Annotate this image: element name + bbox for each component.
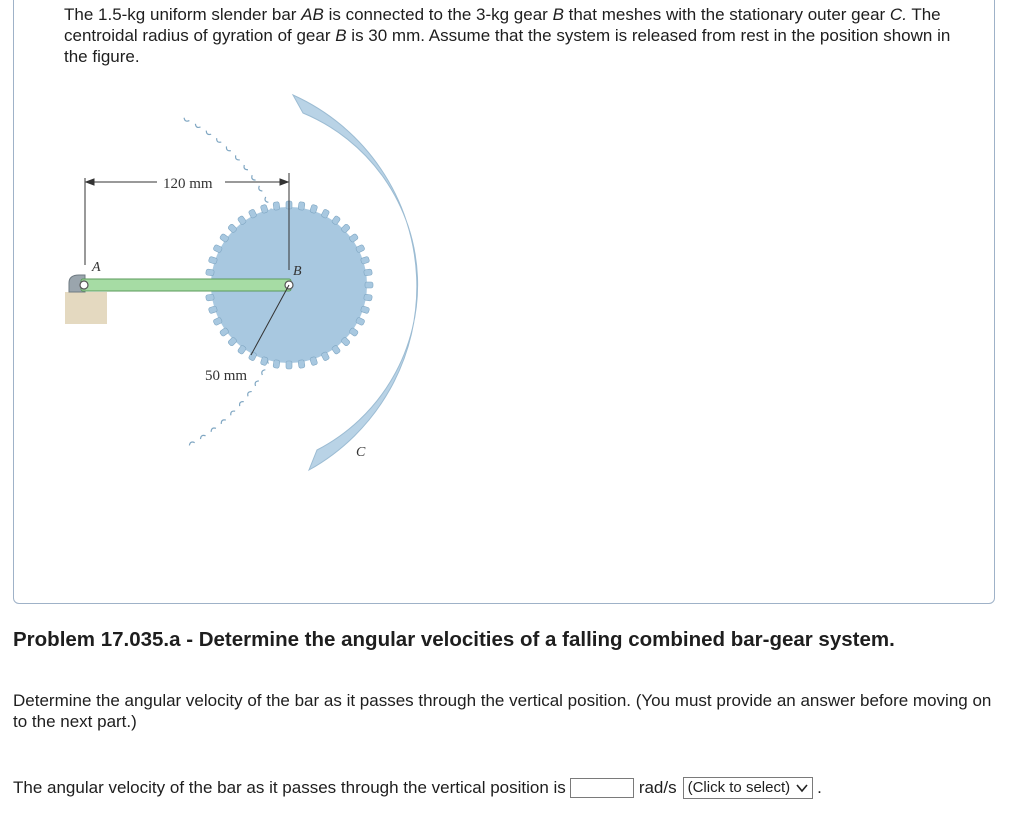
angular-velocity-input[interactable] — [570, 778, 634, 798]
ground-support — [65, 292, 107, 324]
period: . — [817, 778, 822, 797]
instruction-text: Determine the angular velocity of the bar as it passes through the vertical position. (You must provide an answer before moving on to the next part.) — [13, 691, 992, 731]
label-c: C — [356, 445, 366, 460]
select-label: (Click to select) — [687, 779, 791, 796]
problem-statement: The 1.5-kg uniform slender bar AB is connected to the 3-kg gear B that meshes with the stationary outer gear C. The centroidal radius of gyration of gear B is 30 mm. Assume that the system is released from rest in the position shown in the figure. — [64, 5, 951, 66]
unit-label: rad/s — [638, 778, 677, 797]
bar-ab — [81, 279, 291, 291]
answer-row — [13, 776, 822, 800]
label-a: A — [92, 260, 101, 275]
direction-select[interactable] — [683, 777, 814, 799]
chevron-down-icon — [796, 783, 808, 793]
label-b: B — [293, 264, 302, 279]
dim-50-label: 50 mm — [205, 368, 248, 384]
answer-prompt: The angular velocity of the bar as it passes through the vertical position is — [13, 778, 566, 797]
problem-heading: Problem 17.035.a - Determine the angular velocities of a falling combined bar-gear system. — [13, 628, 895, 651]
dim-120-label: 120 mm — [163, 176, 213, 192]
bar-gear-diagram — [55, 85, 435, 475]
pin-a — [80, 281, 88, 289]
